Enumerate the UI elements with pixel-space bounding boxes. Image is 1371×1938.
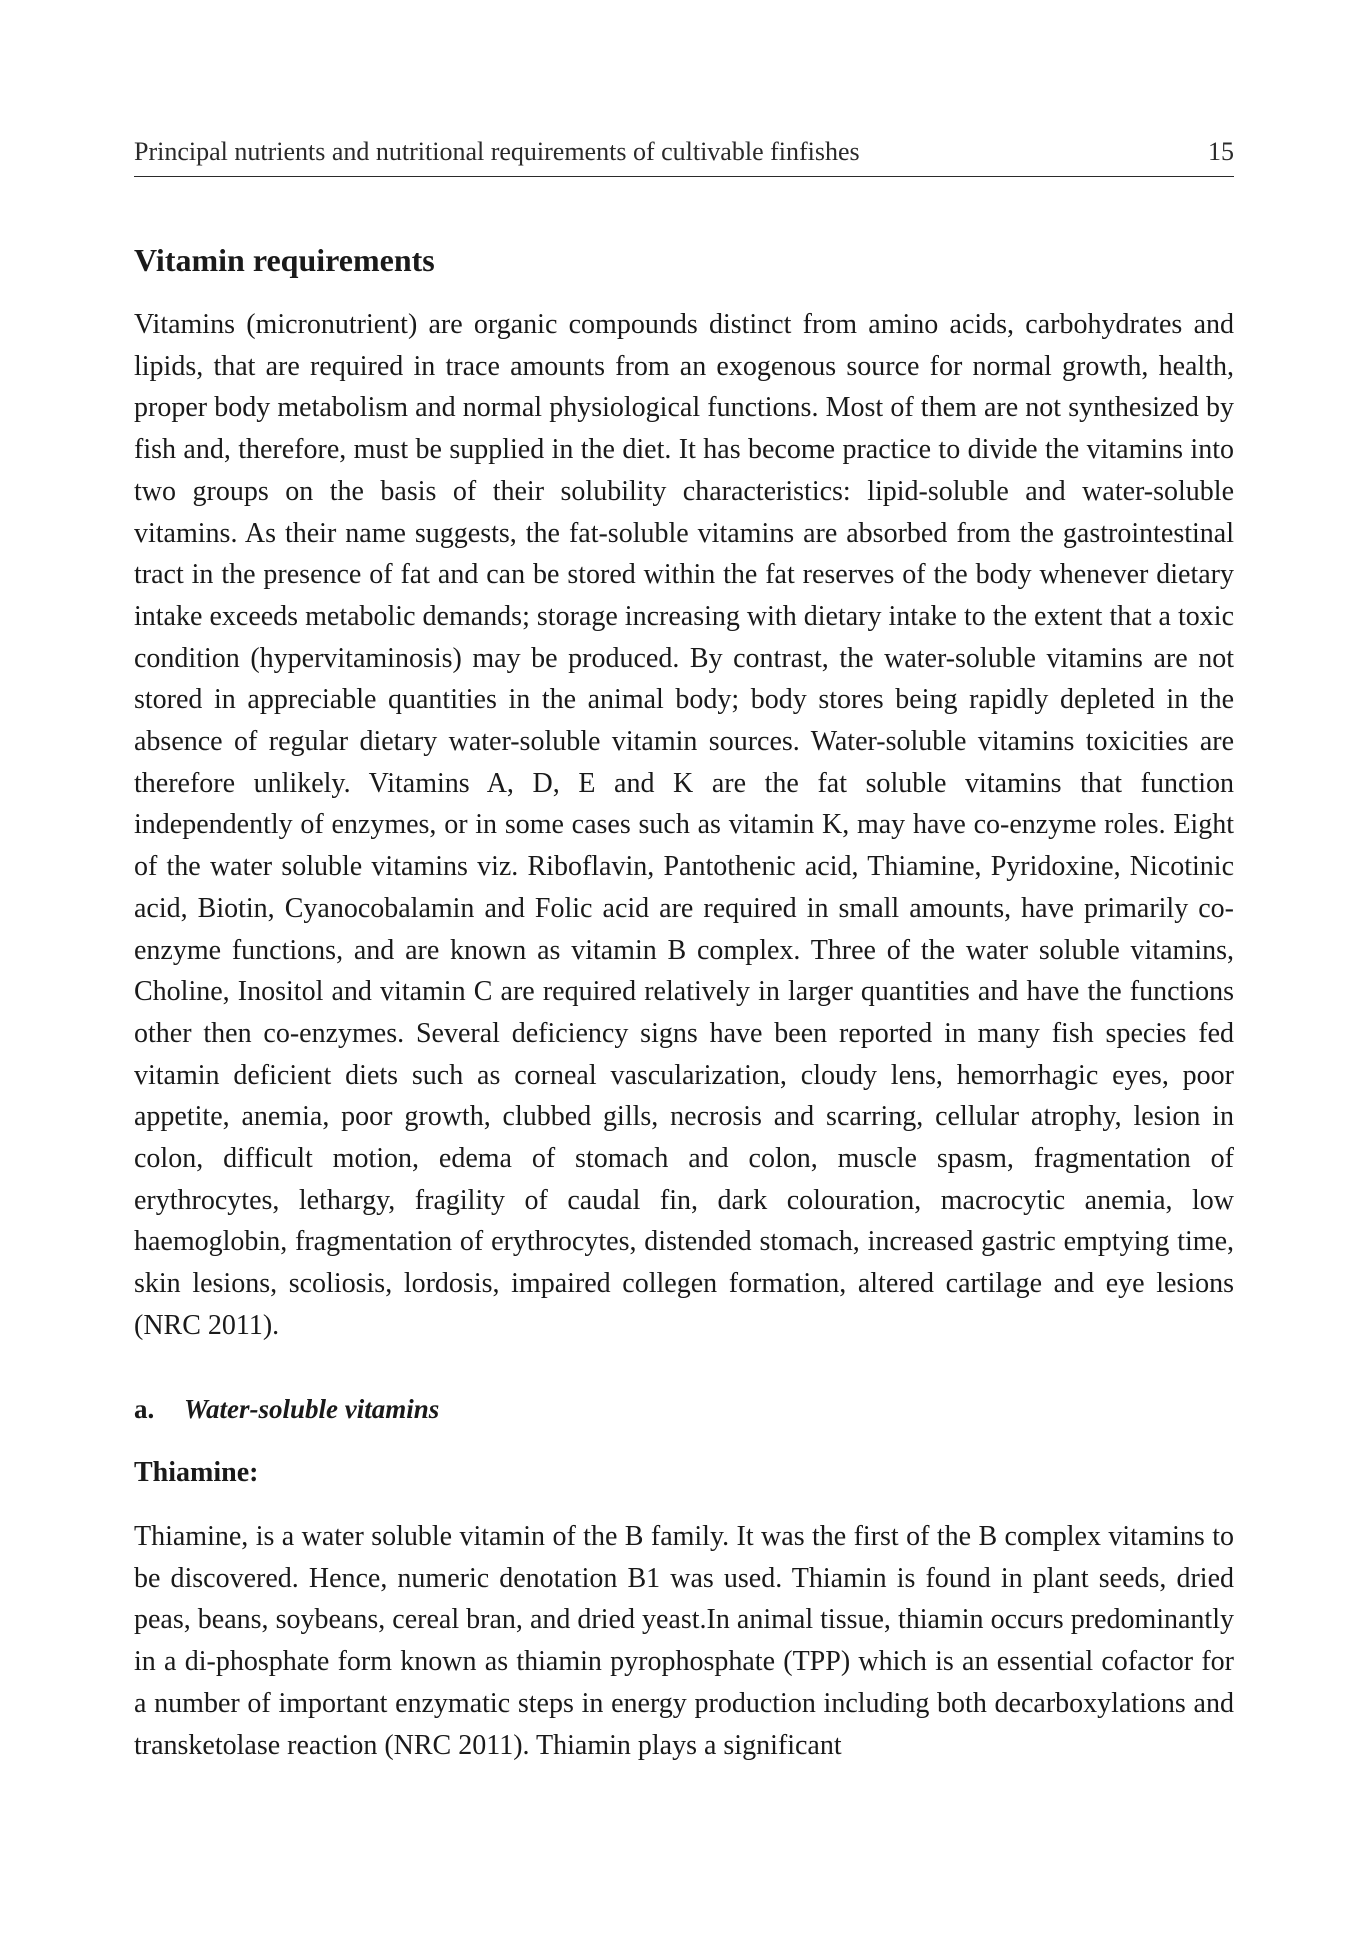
thiamine-heading: Thiamine:	[134, 1457, 259, 1488]
page-number: 15	[1208, 137, 1234, 166]
running-title: Principal nutrients and nutritional requirements of cultivable finfishes	[134, 137, 860, 166]
subsection-heading	[134, 1392, 439, 1426]
subsection-label: Water-soluble vitamins	[184, 1394, 440, 1424]
thiamine-paragraph: Thiamine, is a water soluble vitamin of the B family. It was the first of the B complex vitamins to be discovered. Hence, numeric denotation B1 was used. Thiamin is found in plant seeds, dried peas, beans, soybeans, cereal bran, and dried yeast.In animal tissue, thiamin occurs predominantly in a di-phosphate form known as thiamin pyrophosphate (TPP) which is an essential cofactor for a number of important enzymatic steps in energy production including both decarboxylations and transketolase reaction (NRC 2011). Thiamin plays a significant	[134, 1521, 1234, 1761]
running-header	[134, 136, 1234, 177]
vitamin-requirements-paragraph: Vitamins (micronutrient) are organic compounds distinct from amino acids, carbohydrates and lipids, that are required in trace amounts from an exogenous source for normal growth, health, proper body metabolism and normal physiological functions. Most of them are not synthesized by fish and, therefore, must be supplied in the diet. It has become practice to divide the vitamins into two groups on the basis of their solubility characteristics: lipid-soluble and water-soluble vitamins. As their name suggests, the fat-soluble vitamins are absorbed from the gastrointestinal tract in the presence of fat and can be stored within the fat reserves of the body whenever dietary intake exceeds metabolic demands; storage increasing with dietary intake to the extent that a toxic condition (hypervitaminosis) may be produced. By contrast, the water-soluble vitamins are not stored in appreciable quantities in the animal body; body stores being rapidly depleted in the absence of regular dietary water-soluble vitamin sources. Water-soluble vitamins toxicities are therefore unlikely. Vitamins A, D, E and K are the fat soluble vitamins that function independently of enzymes, or in some cases such as vitamin K, may have co-enzyme roles. Eight of the water soluble vitamins viz. Riboflavin, Pantothenic acid, Thiamine, Pyridoxine, Nicotinic acid, Biotin, Cyanocobalamin and Folic acid are required in small amounts, have primarily co-enzyme functions, and are known as vitamin B complex. Three of the water soluble vitamins, Choline, Inositol and vitamin C are required relatively in larger quantities and have the functions other then co-enzymes. Several deficiency signs have been reported in many fish species fed vitamin deficient diets such as corneal vascularization, cloudy lens, hemorrhagic eyes, poor appetite, anemia, poor growth, clubbed gills, necrosis and scarring, cellular atrophy, lesion in colon, difficult motion, edema of stomach and colon, muscle spasm, fragmentation of erythrocytes, lethargy, fragility of caudal fin, dark colouration, macrocytic anemia, low haemoglobin, fragmentation of erythrocytes, distended stomach, increased gastric emptying time, skin lesions, scoliosis, lordosis, impaired collegen formation, altered cartilage and eye lesions (NRC 2011).	[134, 309, 1234, 1341]
section-heading: Vitamin requirements	[134, 242, 435, 278]
subsection-marker: a.	[134, 1394, 155, 1424]
